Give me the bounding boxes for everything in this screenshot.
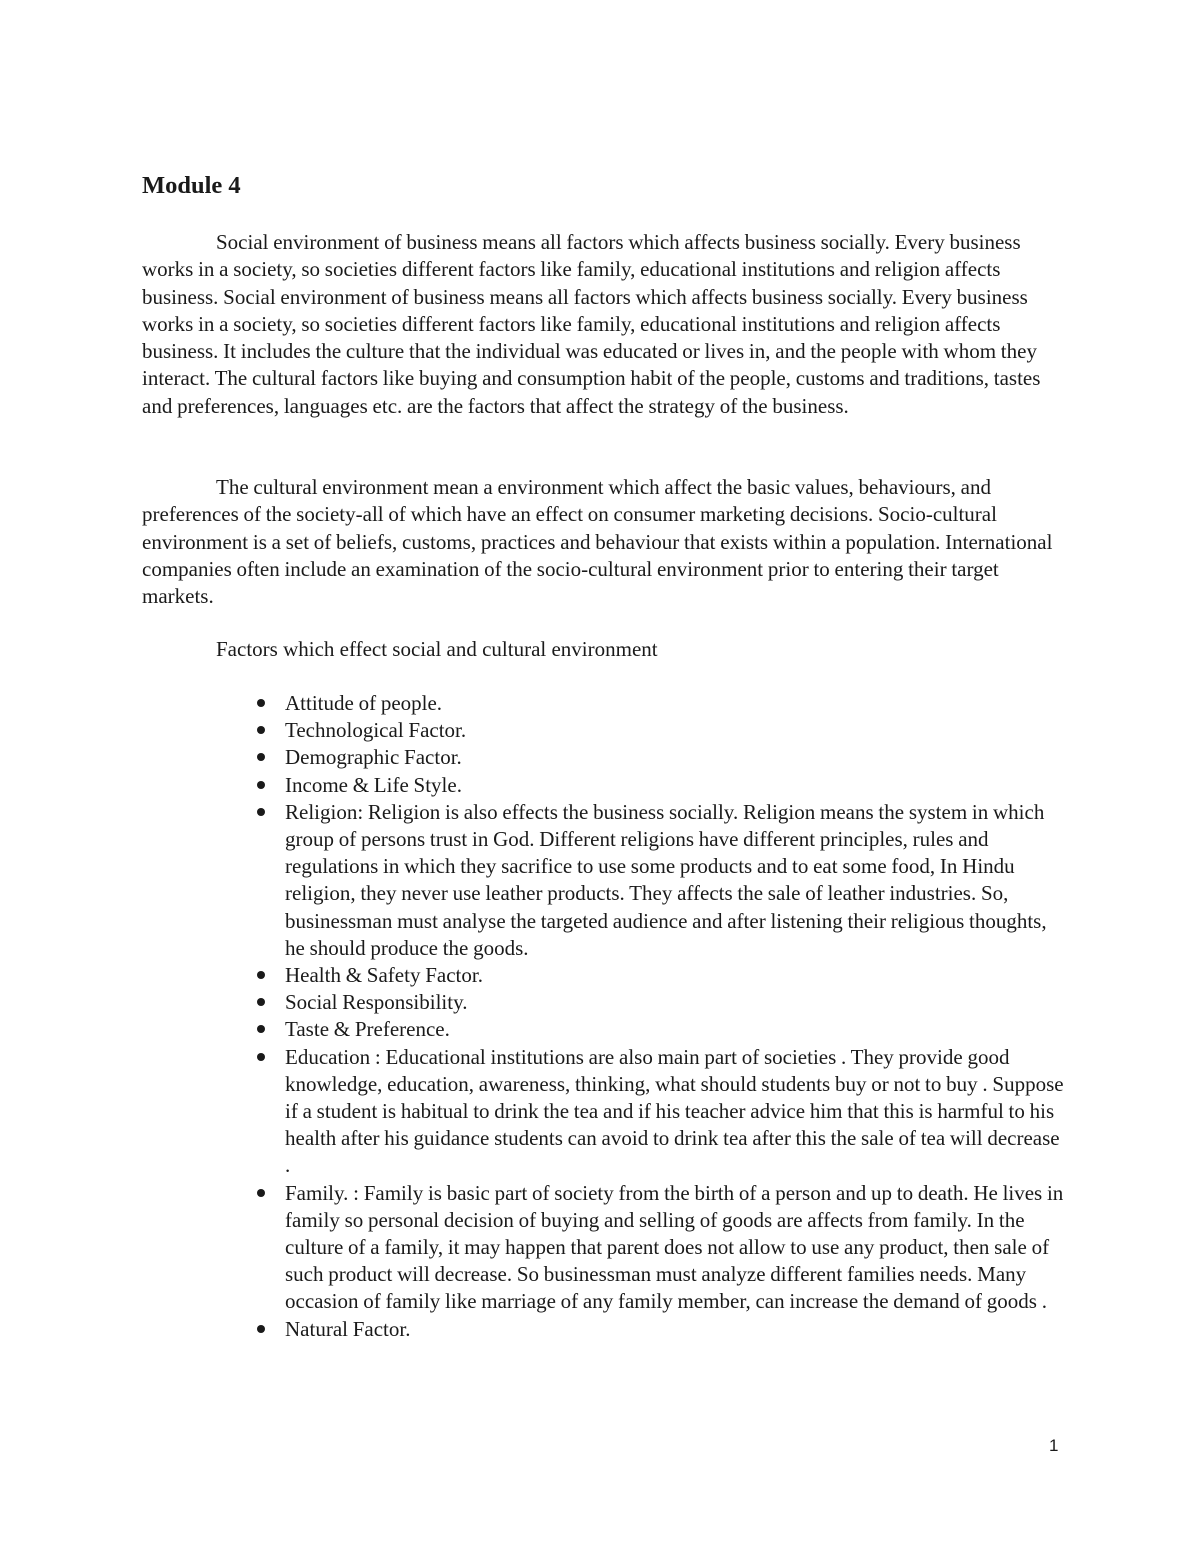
list-item-text: Social Responsibility. [285, 990, 468, 1015]
bullet-icon [257, 1325, 265, 1333]
bullet-icon [257, 998, 265, 1006]
module-heading: Module 4 [142, 172, 241, 199]
list-item-text: Religion: Religion is also effects the business socially. Religion means the system in which group of persons trust in God. Different religions have different principles, rules and regulations in which they sacrifice to use some products and to eat some food, In Hindu religion, they never use leather products. They affects the sale of leather industries. So, businessman must analyse the targeted audience and after listening their religious thoughts, he should produce the goods. [285, 799, 1047, 960]
list-item-text: Family. : Family is basic part of society from the birth of a person and up to death. He lives in family so personal decision of buying and selling of goods are affects from family. In the culture of a family, it may happen that parent does not allow to use any product, then sale of such product will decrease. So businessman must analyze different families needs. Many occasion of family like marriage of any family member, can increase the demand of goods . [285, 1180, 1064, 1314]
list-item [285, 1180, 1065, 1316]
paragraph-social-environment: Social environment of business means all factors which affects business socially. Every business works in a society, so societies different factors like family, educational institutions and religion affects business. Social environment of business means all factors which affects business socially. Every business works in a society, so societies different factors like family, educational institutions and religion affects business. It includes the culture that the individual was educated or lives in, and the people with whom they interact. The cultural factors like buying and consumption habit of the people, customs and traditions, tastes and preferences, languages etc. are the factors that affect the strategy of the business. [142, 230, 1041, 418]
bullet-icon [257, 1025, 265, 1033]
factors-list [285, 690, 1065, 1343]
list-item-text: Demographic Factor. [285, 745, 462, 770]
list-item [285, 772, 1065, 799]
list-item-text: Taste & Preference. [285, 1017, 450, 1042]
bullet-icon [257, 753, 265, 761]
bullet-icon [257, 1189, 265, 1197]
list-item [285, 1016, 1065, 1043]
bullet-icon [257, 781, 265, 789]
list-item [285, 799, 1065, 962]
factors-title: Factors which effect social and cultural environment [216, 637, 658, 661]
bullet-icon [257, 726, 265, 734]
list-item-text: Attitude of people. [285, 691, 443, 715]
list-item [285, 744, 1065, 771]
bullet-icon [257, 971, 265, 979]
list-item [285, 1044, 1065, 1180]
page-number: 1 [1049, 1436, 1059, 1455]
list-item [285, 962, 1065, 989]
list-item [285, 690, 1065, 717]
bullet-icon [257, 1053, 265, 1061]
list-item [285, 1316, 1065, 1343]
list-item-text: Natural Factor. [285, 1316, 411, 1341]
bullet-icon [257, 808, 265, 816]
list-item [285, 717, 1065, 744]
list-item-text: Education : Educational institutions are also main part of societies . They provide good knowledge, education, awareness, thinking, what should students buy or not to buy . Suppose if a student is habitual to drink the tea and if his teacher advice him that this is harmful to his health after his guidance students can avoid to drink tea after this the sale of tea will decrease . [285, 1044, 1064, 1178]
list-item [285, 989, 1065, 1016]
list-item-text: Technological Factor. [285, 718, 467, 743]
paragraph-cultural-environment: The cultural environment mean a environment which affect the basic values, behaviours, and preferences of the society-all of which have an effect on consumer marketing decisions. Socio-cultural environment is a set of beliefs, customs, practices and behaviour that exists within a population. International companies often include an examination of the socio-cultural environment prior to entering their target markets. [142, 475, 1053, 609]
list-item-text: Income & Life Style. [285, 772, 462, 797]
bullet-icon [257, 699, 265, 707]
list-item-text: Health & Safety Factor. [285, 963, 483, 988]
